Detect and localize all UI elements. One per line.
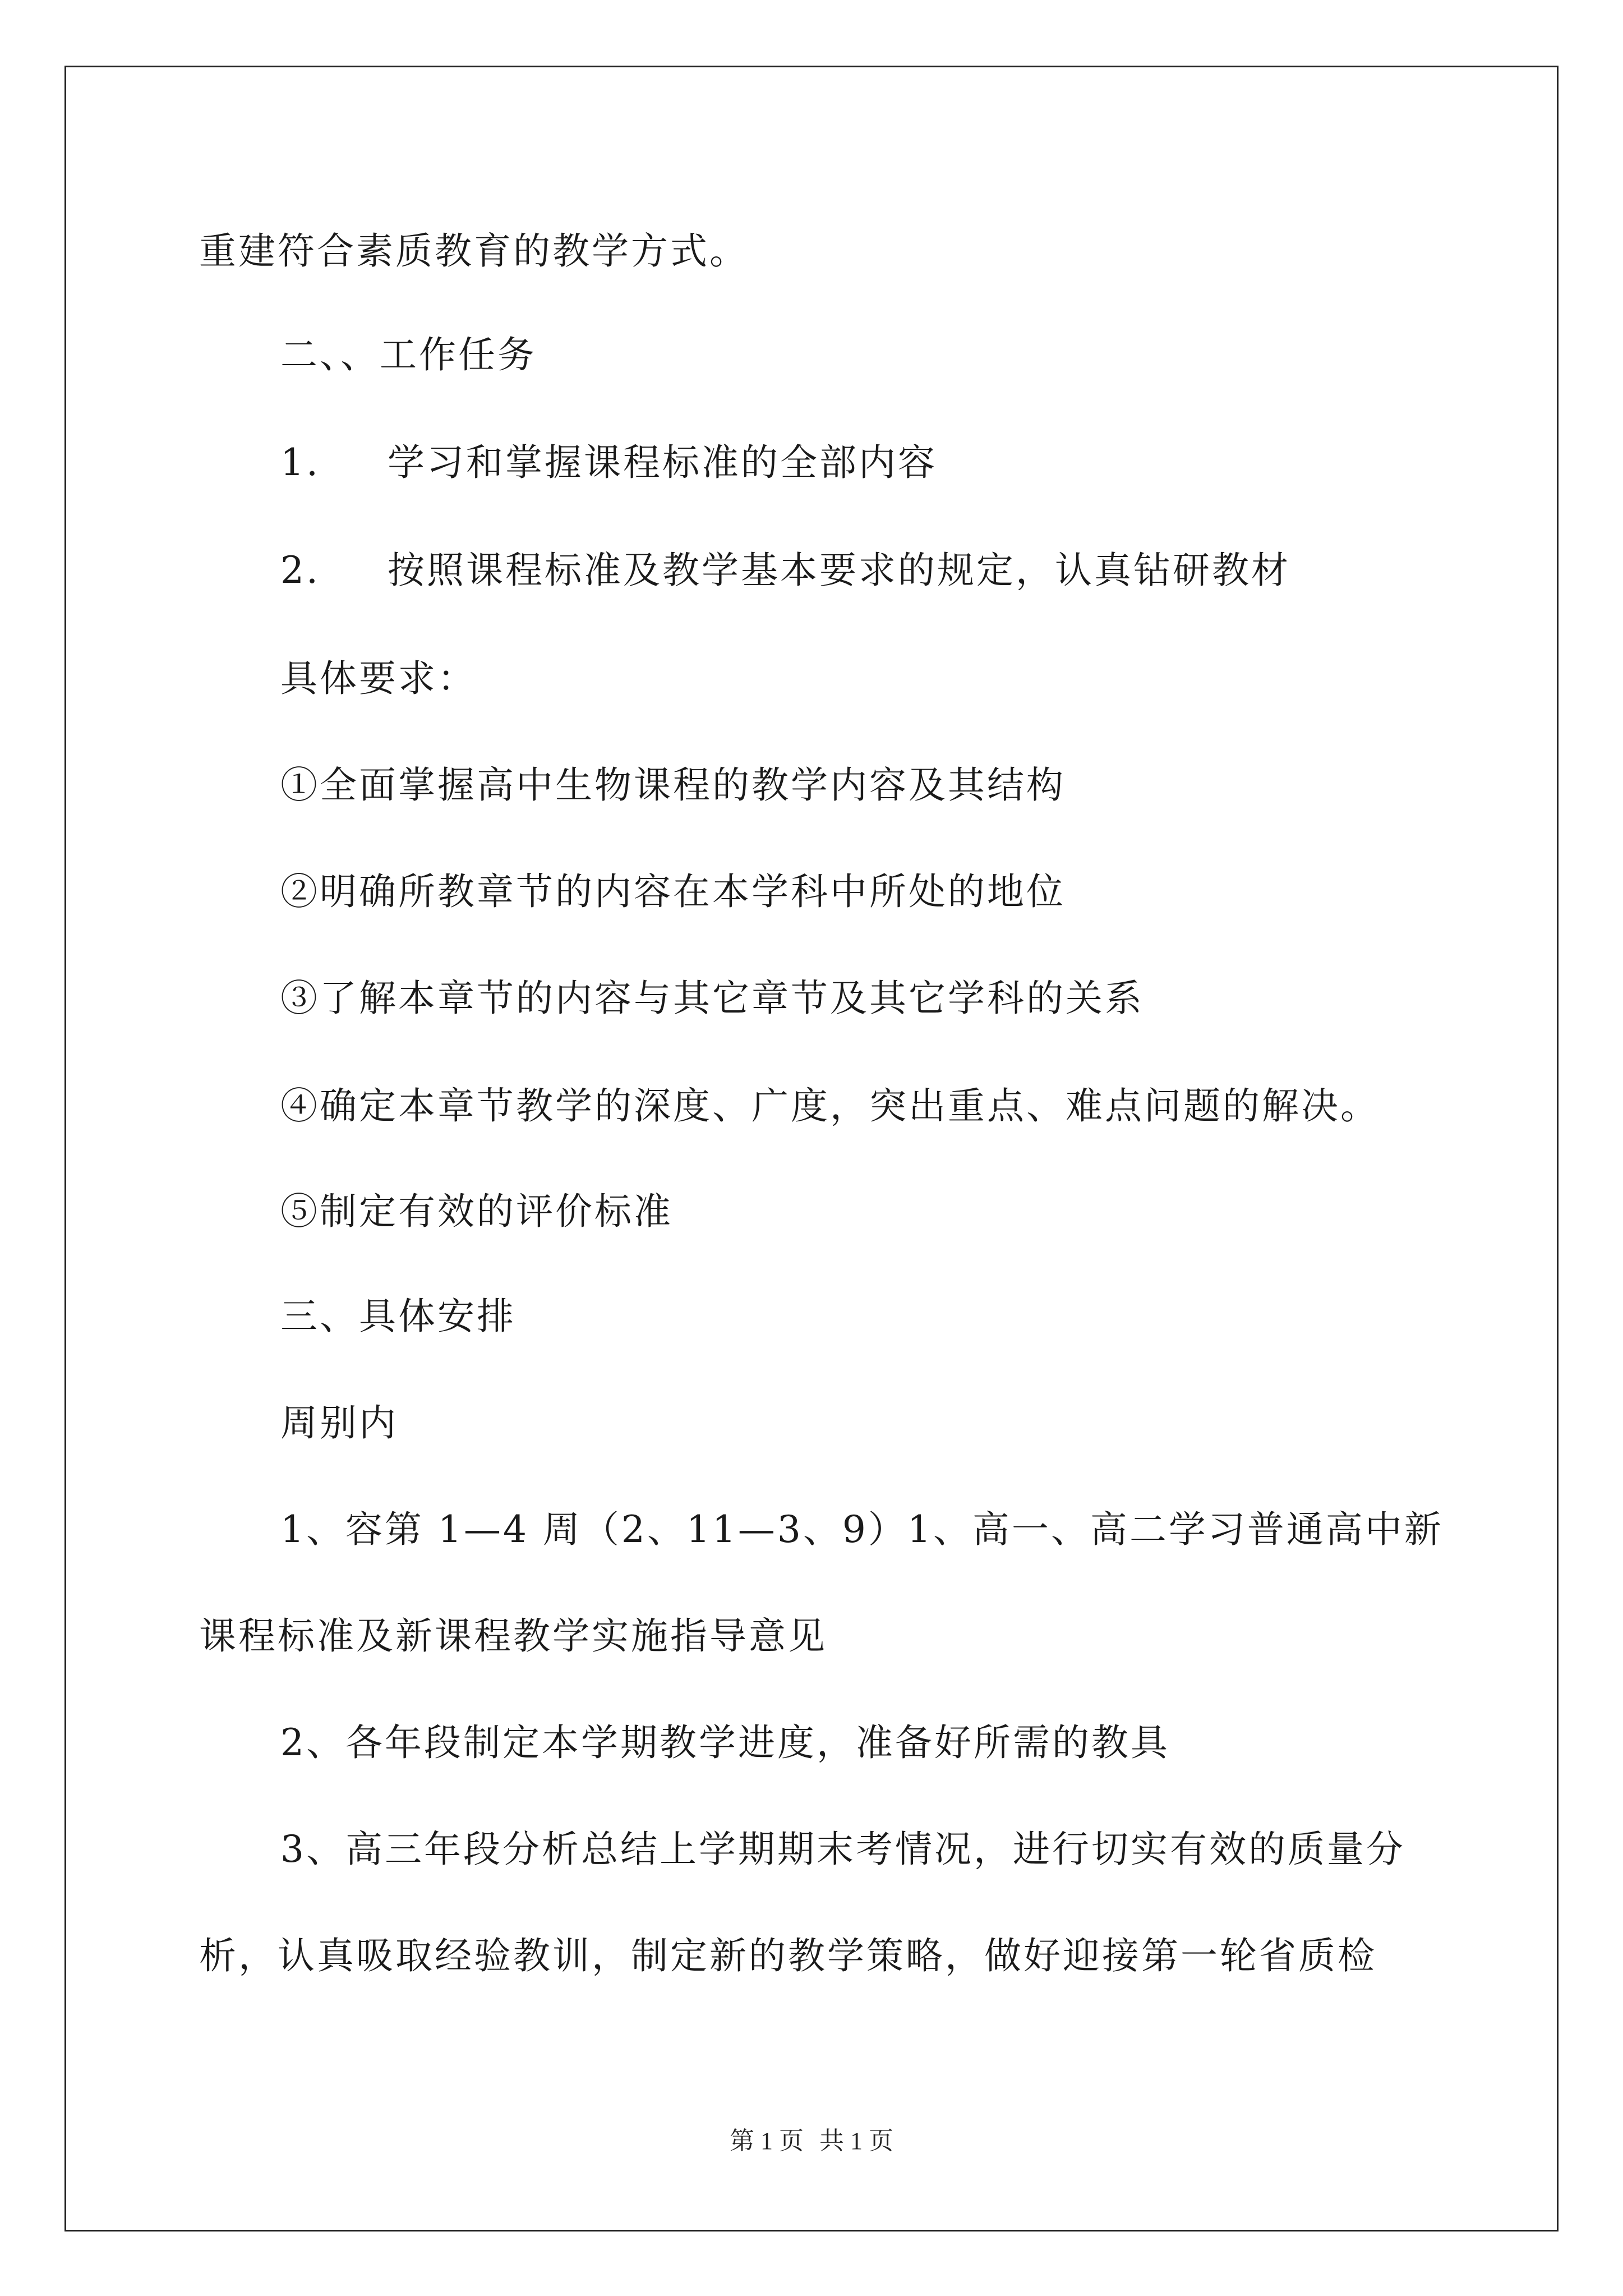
list-item-text: 学习和掌握课程标准的全部内容 bbox=[387, 441, 937, 484]
text-line: 析，认真吸取经验教训，制定新的教学策略，做好迎接第一轮省质检 bbox=[199, 1934, 1377, 1977]
text-line: 2、各年段制定本学期教学进度，准备好所需的教具 bbox=[280, 1721, 1170, 1764]
page-total: 共 1 页 bbox=[819, 2127, 893, 2155]
page-number: 第 1 页 bbox=[730, 2127, 804, 2155]
text-line: ⑤制定有效的评价标准 bbox=[280, 1190, 673, 1233]
list-item bbox=[280, 548, 1290, 593]
text-line: 周别内 bbox=[280, 1401, 398, 1444]
list-number: 2. bbox=[280, 549, 320, 592]
text-line: ①全面掌握高中生物课程的教学内容及其结构 bbox=[280, 763, 1066, 807]
text-line: ③了解本章节的内容与其它章节及其它学科的关系 bbox=[280, 977, 1144, 1020]
text-line: ②明确所教章节的内容在本学科中所处的地位 bbox=[280, 870, 1066, 913]
list-item-text: 按照课程标准及教学基本要求的规定，认真钻研教材 bbox=[387, 549, 1290, 592]
text-line: 重建符合素质教育的教学方式。 bbox=[199, 229, 749, 273]
text-line: 具体要求： bbox=[280, 657, 477, 700]
section-heading: 二、、工作任务 bbox=[280, 333, 537, 376]
text-line: ④确定本章节教学的深度、广度，突出重点、难点问题的解决。 bbox=[280, 1084, 1380, 1128]
text-line: 课程标准及新课程教学实施指导意见 bbox=[199, 1614, 827, 1658]
list-item bbox=[280, 440, 937, 485]
page-frame bbox=[64, 66, 1559, 2231]
page-footer bbox=[0, 2127, 1623, 2155]
section-heading: 三、具体安排 bbox=[280, 1295, 516, 1338]
text-line: 1、容第 1—4 周（2、11—3、9）1、高一、高二学习普通高中新 bbox=[280, 1508, 1444, 1551]
list-number: 1. bbox=[280, 441, 320, 484]
text-line: 3、高三年段分析总结上学期期末考情况，进行切实有效的质量分 bbox=[280, 1828, 1405, 1871]
